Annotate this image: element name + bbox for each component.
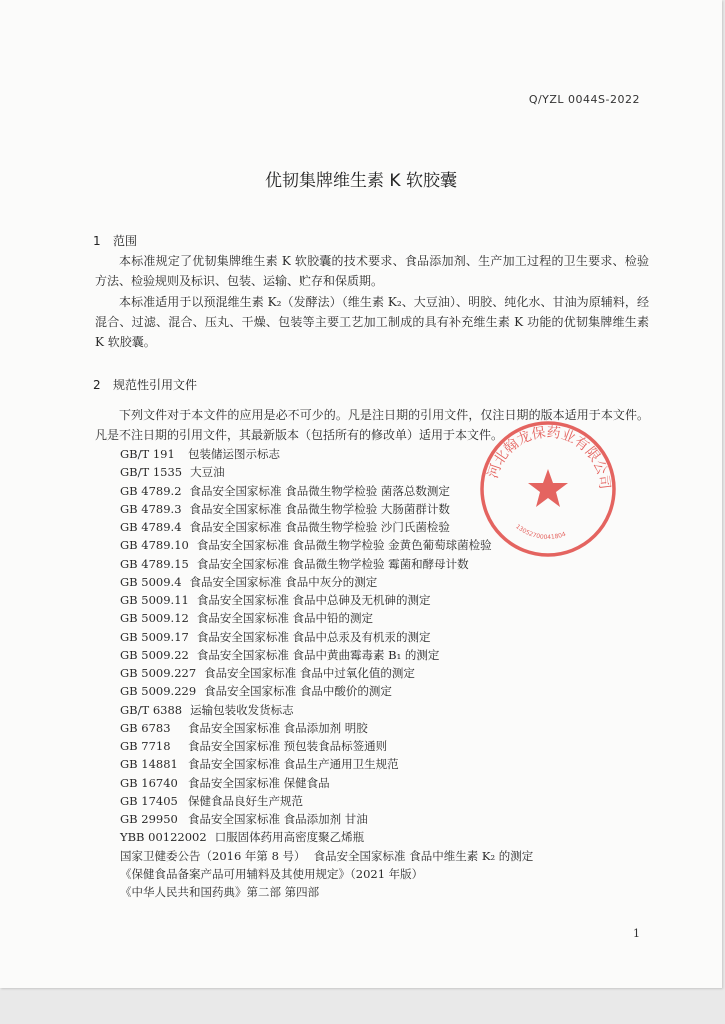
reference-code: GB 5009.4: [120, 574, 182, 589]
scope-paragraph-1: 本标准规定了优韧集牌维生素 K 软胶囊的技术要求、食品添加剂、生产加工过程的卫生要求、检验方法、检验规则及标识、包装、运输、贮存和保质期。: [95, 254, 649, 288]
reference-title: 包装储运图示标志: [188, 447, 280, 461]
reference-code: GB 4789.15: [120, 556, 189, 571]
section-number: 1: [93, 234, 101, 248]
reference-item: [120, 628, 640, 646]
reference-item: [120, 719, 640, 737]
reference-title: 食品安全国家标准 食品微生物学检验 霉菌和酵母计数: [196, 556, 469, 571]
reference-title: 食品安全国家标准 食品生产通用卫生规范: [188, 757, 399, 772]
page-number: 1: [633, 927, 640, 940]
reference-title: 食品安全国家标准 食品微生物学检验 菌落总数测定: [189, 483, 450, 498]
reference-code: GB 5009.11: [120, 593, 189, 607]
reference-title: 食品安全国家标准 食品中灰分的测定: [189, 574, 378, 589]
section-title: 规范性引用文件: [113, 378, 198, 392]
reference-code: GB/T 1535: [120, 465, 183, 480]
reference-item: [120, 865, 640, 883]
reference-item: [120, 792, 640, 810]
reference-title: 食品安全国家标准 食品微生物学检验 大肠菌群计数: [189, 501, 450, 516]
reference-code: GB 29950: [120, 812, 178, 826]
reference-code: GB 5009.12: [120, 611, 189, 626]
reference-title: 食品安全国家标准 食品中总砷及无机砷的测定: [196, 593, 431, 607]
reference-item: [120, 682, 640, 700]
section-number: 2: [93, 378, 101, 392]
document-title: 优韧集牌维生素 K 软胶囊: [265, 171, 457, 191]
reference-code: GB 6783: [120, 720, 171, 735]
seal-star-icon: [528, 469, 568, 507]
reference-title: 食品安全国家标准 预包装食品标签通则: [188, 739, 388, 753]
reference-title: 食品安全国家标准 食品中酸价的测定: [204, 684, 392, 699]
reference-code: GB 5009.229: [120, 684, 197, 699]
reference-title: 大豆油: [190, 465, 225, 480]
reference-item: [120, 609, 640, 627]
reference-title: 食品安全国家标准 食品中总汞及有机汞的测定: [196, 629, 431, 644]
seal-serial: 13052700041804: [514, 523, 567, 542]
reference-code: 国家卫健委公告（2016 年第 8 号）: [120, 848, 306, 863]
reference-item: [120, 591, 640, 609]
reference-code: GB 17405: [120, 793, 178, 808]
reference-code: GB/T 191: [120, 447, 175, 461]
reference-title: 食品安全国家标准 保健食品: [188, 775, 330, 790]
seal-text: 河北翰龙保药业有限公司: [485, 424, 613, 491]
scope-paragraph-2: 本标准适用于以预混维生素 K₂（发酵法）（维生素 K₂、大豆油）、明胶、纯化水、甘油为原辅料，经混合、过滤、混合、压丸、干燥、包装等主要工艺加工制成的具有补充维生素 K 功能的优韧集牌维生素 K 软胶囊。: [95, 295, 649, 349]
reference-title: 保健食品良好生产规范: [188, 793, 303, 808]
company-seal: [478, 419, 618, 559]
reference-code: GB 16740: [120, 775, 178, 790]
references-intro-paragraph: 下列文件对于本文件的应用是必不可少的。凡是注日期的引用文件，仅注日期的版本适用于本文件。凡是不注日期的引用文件，其最新版本（包括所有的修改单）适用于本文件。: [95, 408, 649, 442]
reference-item: [120, 755, 640, 773]
section-heading-scope: [93, 232, 137, 249]
document-code: Q/YZL 0044S-2022: [528, 93, 640, 106]
reference-title: 食品安全国家标准 食品中过氧化值的测定: [204, 666, 415, 680]
reference-code: GB 4789.4: [120, 520, 182, 534]
reference-code: GB 5009.22: [120, 647, 189, 662]
reference-title: 运输包装收发货标志: [190, 702, 294, 717]
reference-code: GB 4789.3: [120, 501, 182, 516]
reference-title: 食品安全国家标准 食品中黄曲霉毒素 B₁ 的测定: [196, 647, 440, 662]
reference-item: [120, 701, 640, 719]
section-heading-references: [93, 376, 197, 393]
section-title: 范围: [113, 234, 138, 248]
reference-code: GB 4789.10: [120, 538, 189, 553]
reference-code: GB 5009.17: [120, 629, 189, 644]
reference-title: 食品安全国家标准 食品微生物学检验 沙门氏菌检验: [189, 520, 450, 534]
reference-title: 食品安全国家标准 食品中铅的测定: [196, 611, 374, 626]
reference-title: 食品安全国家标准 食品中维生素 K₂ 的测定: [313, 848, 534, 863]
reference-code: GB 4789.2: [120, 483, 182, 498]
reference-title: 食品安全国家标准 食品添加剂 甘油: [188, 812, 368, 826]
reference-item: [120, 573, 640, 591]
reference-code: GB/T 6388: [120, 702, 183, 717]
reference-code: 《中华人民共和国药典》第二部 第四部: [120, 885, 320, 899]
reference-item: [120, 664, 640, 682]
reference-item: [120, 737, 640, 755]
reference-title: 口服固体药用高密度聚乙烯瓶: [214, 830, 365, 845]
reference-item: [120, 774, 640, 792]
reference-code: GB 7718: [120, 739, 171, 753]
reference-item: [120, 646, 640, 664]
reference-title: 食品安全国家标准 食品添加剂 明胶: [188, 720, 368, 735]
reference-code: YBB 00122002: [120, 830, 207, 845]
reference-item: [120, 847, 640, 865]
reference-code: 《保健食品备案产品可用辅料及其使用规定》（2021 年版）: [120, 866, 424, 881]
reference-title: 食品安全国家标准 食品微生物学检验 金黄色葡萄球菌检验: [196, 538, 492, 553]
reference-item: [120, 810, 640, 828]
reference-code: GB 14881: [120, 757, 178, 772]
reference-item: [120, 828, 640, 846]
reference-code: GB 5009.227: [120, 666, 197, 680]
reference-item: [120, 883, 640, 901]
